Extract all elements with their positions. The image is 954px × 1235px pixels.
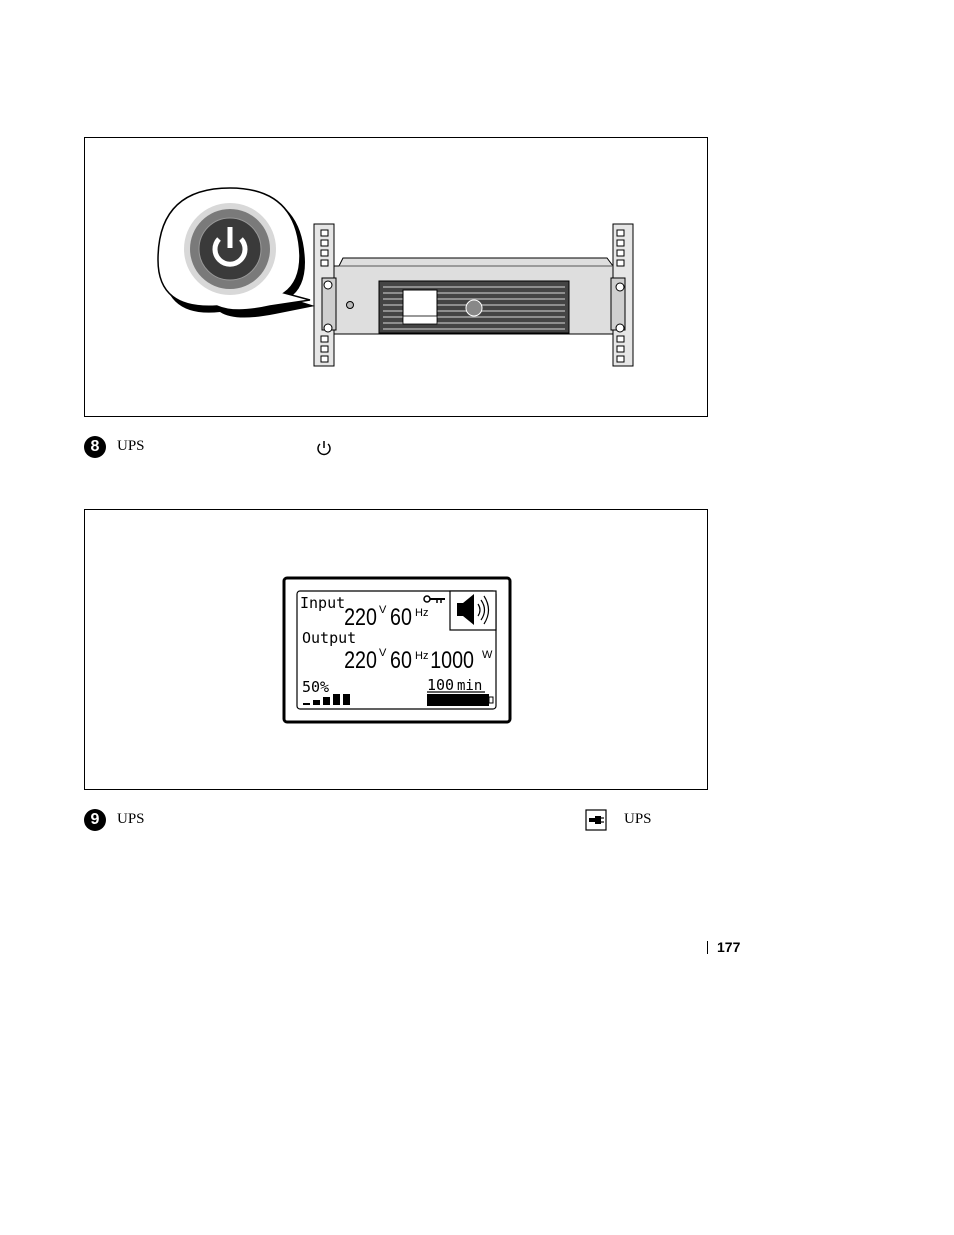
battery-icon bbox=[427, 694, 493, 706]
lcd-input-frequency: 60 bbox=[390, 603, 412, 631]
lcd-input-label: Input bbox=[300, 594, 346, 612]
step-number-9: 9 bbox=[84, 809, 106, 831]
ups-power-button-figure bbox=[84, 137, 708, 417]
lcd-runtime-value: 100 bbox=[427, 676, 455, 694]
rack-ups-illustration bbox=[85, 138, 707, 416]
lcd-output-power-unit: W bbox=[482, 649, 493, 661]
step-9 bbox=[84, 808, 106, 832]
page-number: 177 bbox=[717, 939, 741, 955]
lcd-display-figure bbox=[84, 509, 708, 790]
lcd-output-power: 1000 bbox=[430, 646, 474, 674]
step-number-8: 8 bbox=[84, 436, 106, 458]
step-8 bbox=[84, 435, 106, 459]
power-button-callout bbox=[158, 188, 315, 318]
lcd-input-voltage: 220 bbox=[344, 603, 377, 631]
footer-divider bbox=[707, 941, 708, 954]
step-9-text: UPS bbox=[117, 811, 145, 827]
power-icon bbox=[315, 439, 333, 457]
lcd-output-voltage: 220 bbox=[344, 646, 377, 674]
lcd-runtime-unit: min bbox=[457, 678, 483, 694]
lcd-load-percent: 50% bbox=[302, 678, 330, 696]
ups-chassis bbox=[322, 258, 625, 334]
page-footer bbox=[707, 938, 740, 956]
lcd-output-frequency-unit: Hz bbox=[415, 650, 429, 662]
ac-plug-icon bbox=[585, 809, 607, 831]
step-8-text: UPS bbox=[117, 438, 145, 454]
lcd-input-frequency-unit: Hz bbox=[415, 607, 429, 619]
lcd-panel bbox=[85, 510, 707, 789]
lcd-output-label: Output bbox=[302, 629, 357, 647]
lcd-output-frequency: 60 bbox=[390, 646, 412, 674]
lcd-output-voltage-unit: V bbox=[379, 647, 387, 659]
lcd-input-voltage-unit: V bbox=[379, 604, 387, 616]
step-9-text-right: UPS bbox=[624, 811, 652, 827]
